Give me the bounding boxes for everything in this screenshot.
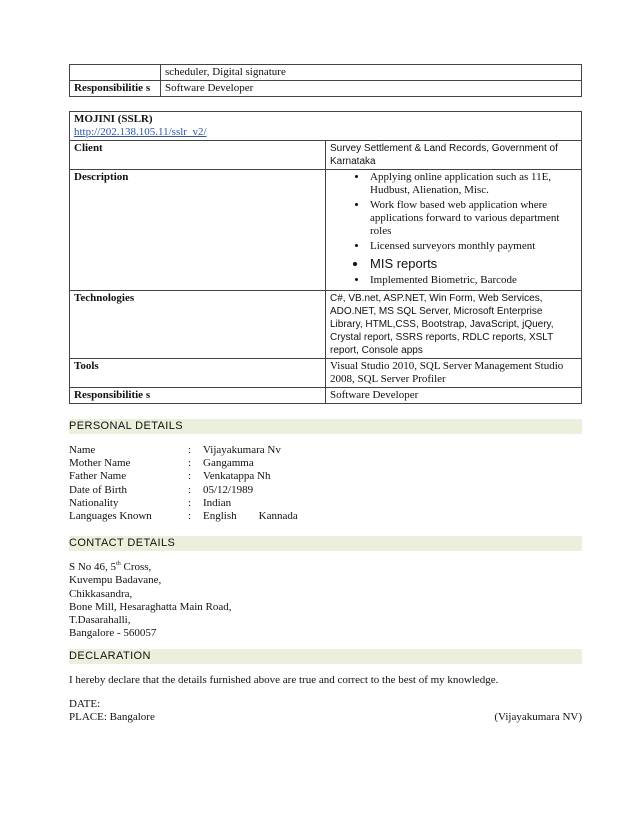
description-cell (326, 170, 582, 291)
language-2: Kannada (258, 509, 298, 522)
detail-value: Venkatappa Nh (203, 470, 271, 483)
technologies-value: C#, VB.net, ASP.NET, Win Form, Web Services, ADO.NET, MS SQL Server, Microsoft Enterprise Library, HTML,CSS, Bootstrap, JavaScript, jQuery, Crystal report, SSRS reports, RDLC reports, XSLT report, Console apps (326, 291, 582, 359)
detail-label: Nationality (69, 496, 119, 509)
place-line (69, 711, 582, 724)
description-item: • Work flow based web application where applications forward to various department roles (368, 199, 577, 238)
address-line: Kuvempu Badavane, (69, 574, 162, 587)
mojini-project-table (69, 111, 582, 404)
project-title: MOJINI (SSLR) (74, 113, 153, 125)
detail-separator: : (188, 483, 192, 496)
project-cont-cell: scheduler, Digital signature (161, 65, 582, 81)
language-1: English (203, 509, 237, 522)
responsibilities-label: Responsibilitie s (70, 81, 161, 97)
detail-row-dob (69, 484, 582, 497)
contact-details-heading: CONTACT DETAILS (69, 536, 582, 551)
description-item: • MIS reports (368, 255, 577, 272)
detail-row-nationality (69, 497, 582, 510)
address-line: T.Dasarahalli, (69, 613, 131, 626)
responsibilities-value: Software Developer (161, 81, 582, 97)
technologies-label: Technologies (70, 291, 326, 359)
signature-name: (Vijayakumara NV) (494, 711, 582, 724)
detail-value (203, 510, 298, 523)
detail-separator: : (188, 457, 192, 470)
detail-row-languages (69, 510, 582, 523)
detail-value: Vijayakumara Nv (203, 444, 281, 456)
detail-value: 05/12/1989 (203, 483, 254, 496)
detail-row-name (69, 444, 582, 457)
detail-row-mother (69, 457, 582, 470)
address-line: S No 46, 5th Cross, (69, 561, 152, 574)
empty-label-cell (70, 65, 161, 81)
address-line: Chikkasandra, (69, 587, 133, 600)
address-line: Bone Mill, Hesaraghatta Main Road, (69, 600, 232, 613)
description-list (330, 171, 577, 287)
detail-value: Indian (203, 496, 232, 509)
declaration-heading: DECLARATION (69, 649, 582, 664)
declaration-text: I hereby declare that the details furnished above are true and correct to the best of my knowledge. (69, 674, 499, 687)
address-line: Bangalore - 560057 (69, 627, 157, 640)
responsibilities-value: Software Developer (326, 388, 582, 404)
detail-separator: : (188, 470, 192, 483)
description-item: • Implemented Biometric, Barcode (368, 274, 577, 287)
resume-page (69, 64, 582, 724)
place-label: PLACE: Bangalore (69, 711, 155, 724)
detail-value: Gangamma (203, 457, 254, 470)
client-label: Client (70, 141, 326, 170)
description-item: • Applying online application such as 11E, Hudbust, Alienation, Misc. (368, 171, 577, 197)
personal-details (69, 444, 582, 523)
detail-separator: : (188, 509, 192, 522)
detail-label: Date of Birth (69, 483, 128, 496)
address-block (69, 561, 582, 640)
tools-value: Visual Studio 2010, SQL Server Management Studio 2008, SQL Server Profiler (326, 359, 582, 388)
detail-label: Name (69, 444, 96, 456)
description-label: Description (70, 170, 326, 291)
detail-separator: : (188, 496, 192, 509)
detail-row-father (69, 470, 582, 483)
detail-label: Mother Name (69, 457, 131, 470)
date-label: DATE: (69, 698, 101, 711)
project-link[interactable]: http://202.138.105.11/sslr_v2/ (74, 126, 207, 138)
tools-label: Tools (70, 359, 326, 388)
detail-separator: : (188, 444, 192, 456)
responsibilities-label: Responsibilitie s (70, 388, 326, 404)
detail-label: Languages Known (69, 509, 152, 522)
description-item: • Licensed surveyors monthly payment (368, 240, 577, 253)
client-value: Survey Settlement & Land Records, Government of Karnataka (326, 141, 582, 170)
detail-label: Father Name (69, 470, 127, 483)
project-header-cell (70, 112, 582, 141)
previous-project-table (69, 64, 582, 97)
personal-details-heading: PERSONAL DETAILS (69, 419, 582, 434)
